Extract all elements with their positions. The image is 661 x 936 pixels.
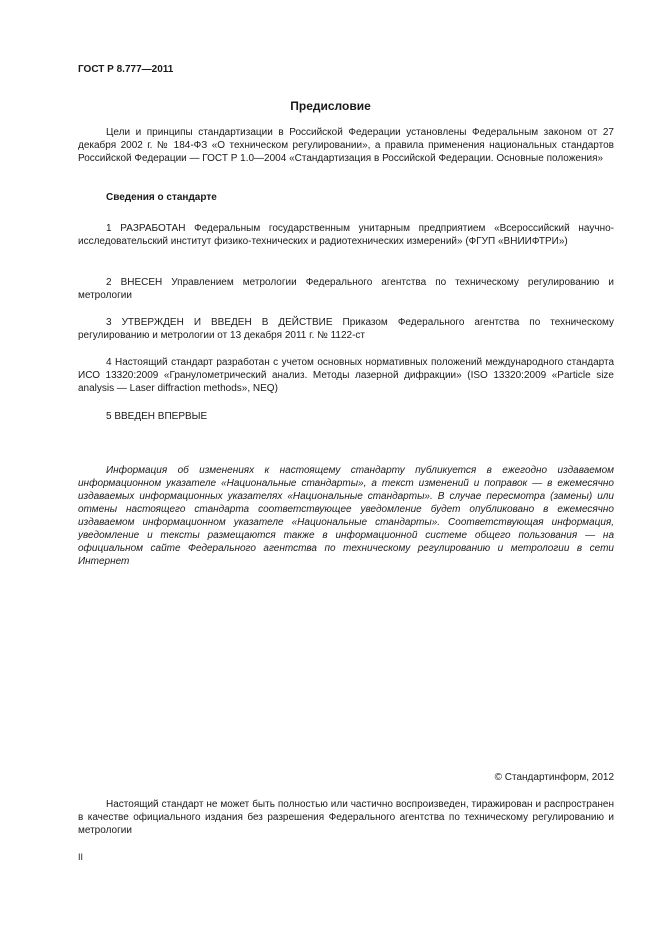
intro-paragraph: Цели и принципы стандартизации в Российской Федерации установлены Федеральным законом от 27 декабря 2002 г. № 184-ФЗ «О техническом регулировании», а правила применения национальных стандартов Российской Федерации — ГОСТ Р 1.0—2004 «Стандартизация в Российской Федерации. Основные положения» (78, 127, 614, 164)
page-number: II (78, 852, 84, 862)
item-based-on: 4 Настоящий стандарт разработан с учетом основных нормативных положений международного стандарта ИСО 13320:2009 «Гранулометрический анализ. Методы лазерной дифракции» (ISO 13320:2009 «Particle size analysis — Laser diffraction methods», NEQ) (78, 357, 614, 394)
copyright-line: © Стандартинформ, 2012 (494, 772, 614, 783)
item-approved: 3 УТВЕРЖДЕН И ВВЕДЕН В ДЕЙСТВИЕ Приказом Федерального агентства по техническому регулированию и метрологии от 13 декабря 2011 г. № 1122-ст (78, 317, 614, 341)
info-heading: Сведения о стандарте (106, 192, 217, 203)
item-developed: 1 РАЗРАБОТАН Федеральным государственным унитарным предприятием «Всероссийский научно-исследовательский институт физико-технических и радиотехнических измерений» (ФГУП «ВНИИФТРИ») (78, 223, 614, 247)
notice-paragraph: Информация об изменениях к настоящему стандарту публикуется в ежегодно издаваемом информационном указателе «Национальные стандарты», а текст изменений и поправок — в ежемесячно издаваемых информационных указателях «Национальные стандарты». В случае пересмотра (замены) или отмены настоящего стандарта соответствующее уведомление будет опубликовано в ежемесячно издаваемом информационном указателе «Национальные стандарты». Соответствующая информация, уведомление и тексты размещаются также в информационной системе общего пользования — на официальном сайте Федерального агентства по техническому регулированию и метрологии в сети Интернет (78, 465, 614, 567)
standard-code-header: ГОСТ Р 8.777—2011 (78, 64, 174, 75)
reproduction-notice: Настоящий стандарт не может быть полностью или частично воспроизведен, тиражирован и распространен в качестве официального издания без разрешения Федерального агентства по техническому регулированию и метрологии (78, 799, 614, 836)
item-submitted: 2 ВНЕСЕН Управлением метрологии Федерального агентства по техническому регулированию и метрологии (78, 277, 614, 301)
item-introduced: 5 ВВЕДЕН ВПЕРВЫЕ (106, 411, 208, 422)
page-title: Предисловие (290, 99, 371, 113)
